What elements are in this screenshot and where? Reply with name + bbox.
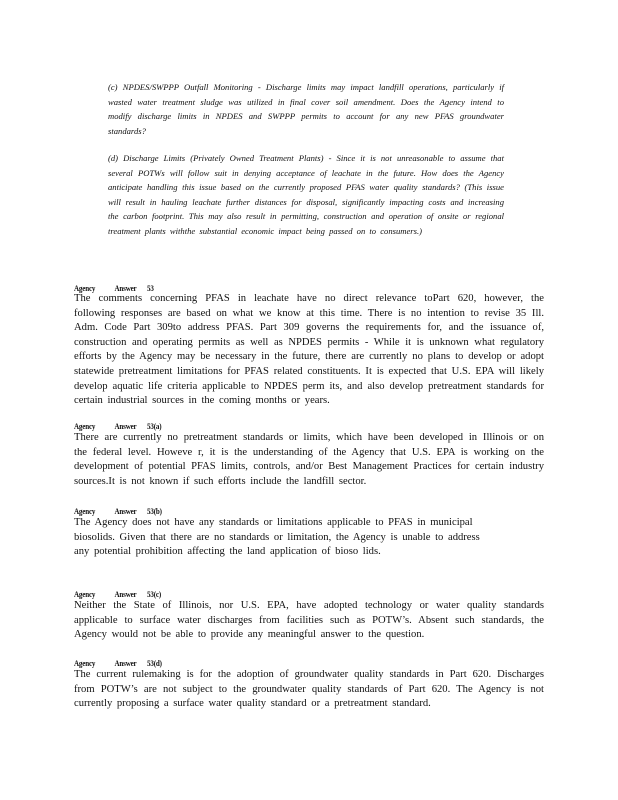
answer-label: Answer bbox=[114, 659, 137, 668]
answer-text: Neither the State of Illinois, nor U.S. EPA, have adopted technology or water quality standards applicable to surface water discharges from facilities such as POTW’s. Absent such standards, the Agency would not be able to provide any meaningful answer to the question. bbox=[74, 600, 544, 641]
answer-number: 53(b) bbox=[147, 507, 162, 516]
answer-number: 53(c) bbox=[147, 590, 162, 599]
answer-label: Answer bbox=[114, 284, 137, 293]
answer-text: There are currently no pretreatment standards or limits, which have been developed in Illinois or on the federal level. Howeve r, it is the understanding of the Agency that U.S. EPA is working on the development of potential PFAS limits, controls, and/or Best Management Practices for certain industry sources.It is not known if such efforts include the landfill sector. bbox=[74, 432, 544, 487]
question-c: (c) NPDES/SWPPP Outfall Monitoring - Discharge limits may impact landfill operations, particularly if wasted water treatment sludge was utilized in final cover soil amendment. Does the Agency intend to modify discharge limits in NPDES and SWPPP permits to account for any new PFAS groundwater standards? bbox=[108, 82, 504, 136]
answer-agency-label: Agency bbox=[74, 590, 96, 599]
answer-heading bbox=[74, 422, 161, 431]
answer-text: The comments concerning PFAS in leachate have no direct relevance toPart 620, however, the following responses are based on what we know at this time. There is no intention to revise 35 Ill. Adm. Code Part 309to address PFAS. Part 309 governs the requirements for, and the issuance of, construction and operating permits as well as NPDES permits - While it is unknown what regulatory efforts by the Agency may be necessary in the future, there are currently no plans to develop or adopt statewide pretreatment limitations for PFAS related constituents. It is expected that U.S. EPA will likely develop aquatic life criteria applicable to NPDES perm its, and also develop pretreatment standards for certain industrial sources in the coming months or years. bbox=[74, 293, 544, 407]
answer-number: 53(a) bbox=[147, 422, 162, 431]
answer-agency-label: Agency bbox=[74, 422, 96, 431]
answer-agency-label: Agency bbox=[74, 507, 96, 516]
question-d: (d) Discharge Limits (Privately Owned Treatment Plants) - Since it is not unreasonable to assume that several POTWs will follow suit in denying acceptance of leachate in the future. How does the Agency anticipate handling this issue based on the currently proposed PFAS water quality standards? (This issue will result in hauling leachate further distances for disposal, significantly impacting costs and increasing the carbon footprint. This may also result in permitting, construction and operation of onsite or regional treatment plants withthe substantial economic impact being passed on to consumers.) bbox=[108, 153, 504, 236]
answer-label: Answer bbox=[114, 507, 137, 516]
answer-text: The Agency does not have any standards or limitations applicable to PFAS in municipal biosolids. Given that there are no standards or limitation, the Agency is unable to address any potential prohibition affecting the land application of bioso lids. bbox=[74, 517, 480, 558]
answer-heading bbox=[74, 507, 162, 516]
answer-heading bbox=[74, 590, 161, 599]
answer-heading bbox=[74, 659, 162, 668]
answer-label: Answer bbox=[114, 422, 137, 431]
answer-agency-label: Agency bbox=[74, 659, 96, 668]
answer-number: 53 bbox=[147, 284, 154, 293]
answer-text: The current rulemaking is for the adoption of groundwater quality standards in Part 620. Discharges from POTW’s are not subject to the groundwater quality standards of Part 620. The Agency is not currently proposing a surface water quality standard or a pretreatment standard. bbox=[74, 669, 544, 710]
answer-label: Answer bbox=[114, 590, 137, 599]
answer-number: 53(d) bbox=[147, 659, 162, 668]
answer-agency-label: Agency bbox=[74, 284, 96, 293]
